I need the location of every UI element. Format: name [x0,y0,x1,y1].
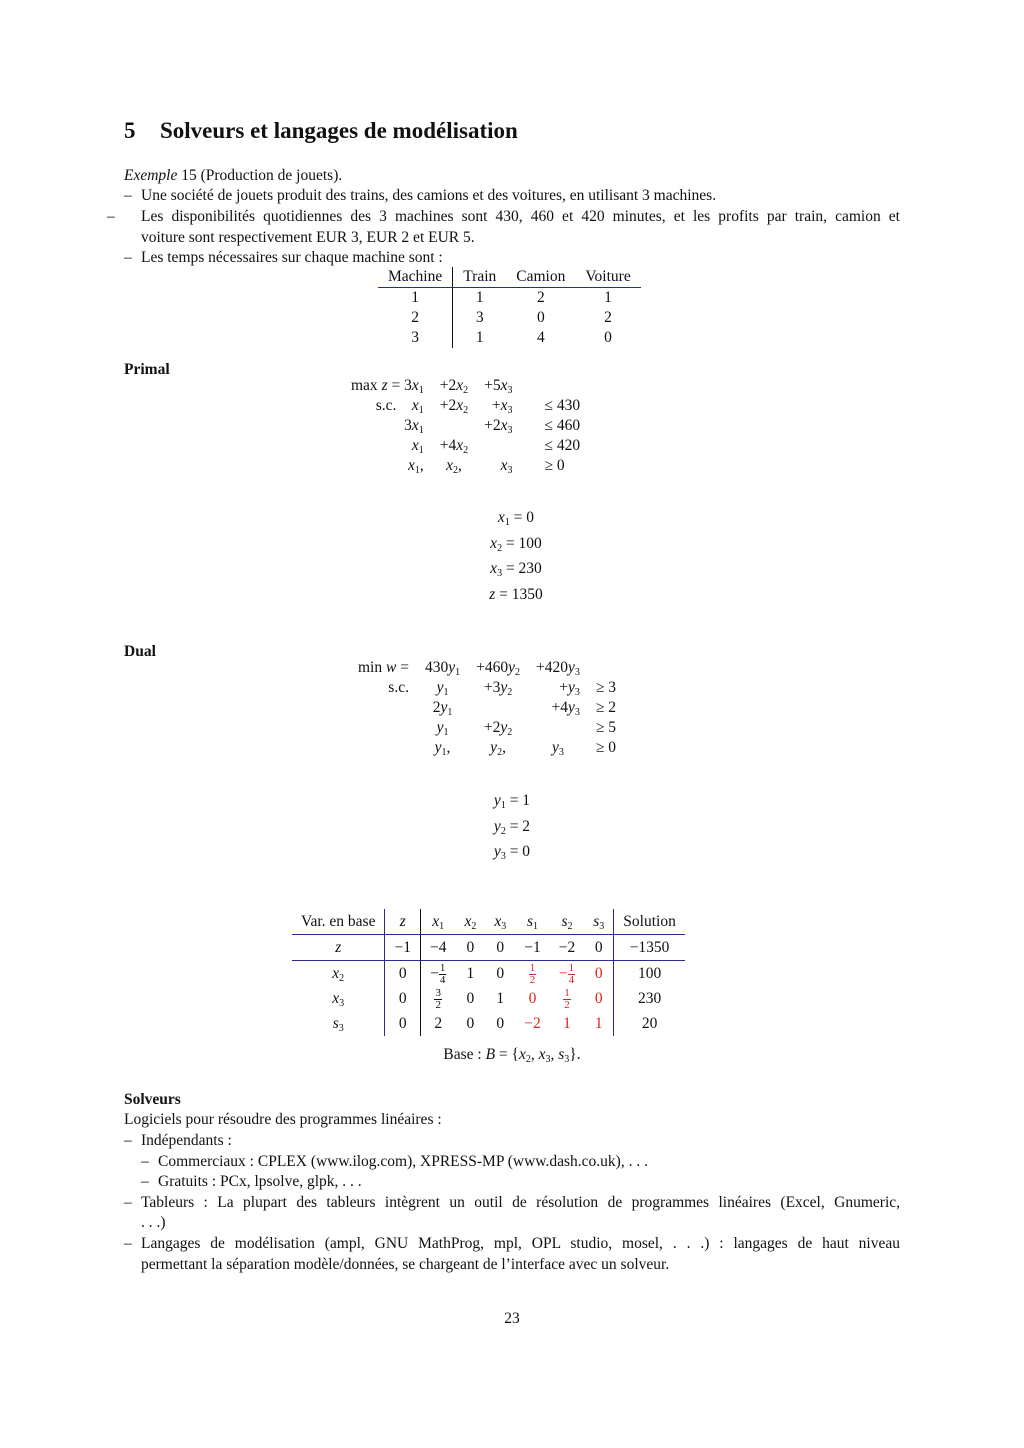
table-row: $x_3$ 0 $\frac{3}{2}$ 0 1 0 $\frac{1}{2}$ 0 230 [292,986,685,1011]
example-title: Exemple 15 (Production de jouets). [124,167,343,184]
solveurs-intro: Logiciels pour résoudre des programmes linéaires : [124,1111,442,1128]
table-row: 1 1 2 1 [378,288,641,309]
list-item-cont: . . .) [141,1214,166,1231]
simplex-tableau: Var. en base z $x_1$ $x_2$ $x_3$ $s_1$ $s_2$ $s_3$ Solution z −1 −4 0 0 −1 −2 0 −1350 $x_2$ 0 − $\frac{1}{4}$ 1 0 $\frac{1}{2}$ − $\frac{1}{4}$ 0 100 $x_3$ 0 $\frac{3}{2}$ 0 1 0 $\frac{1}{2}$ 0 230 $s_3$ 0 2 0 0 −2 1 1 20 [292,909,685,1036]
dual-solution: $y_1 = 1$ $y_2 = 2$ $y_3 = 0$ [493,792,531,862]
section-title [124,118,518,144]
section-number: 5 [124,118,136,143]
table-row: $s_3$ 0 2 0 0 −2 1 1 20 [292,1011,685,1036]
list-item: – Langages de modélisation (ampl, GNU MathProg, mpl, OPL studio, mosel, . . .) : langages de haut niveau [124,1235,900,1252]
list-item: – Gratuits : PCx, lpsolve, glpk, . . . [141,1173,362,1190]
primal-lp: $\max z = 3x_1$ $+2x_2$ $+5x_3$ s.c. $x_1$ $+2x_2$ $+x_3$ ≤ 430 $3x_1$ $+2x_3$ ≤ 460 $x_1$ $+4x_2$ ≤ 420 $x_1$, $x_2$, $x_3$ ≥ 0 [351,377,581,476]
table-row: $x_2$ 0 − $\frac{1}{4}$ 1 0 $\frac{1}{2}$ − $\frac{1}{4}$ 0 100 [292,961,685,987]
machine-table: Machine Train Camion Voiture 1 1 2 1 2 3 0 2 3 1 4 0 [378,267,641,348]
list-item: – Commerciaux : CPLEX (www.ilog.com), XPRESS-MP (www.dash.co.uk), . . . [141,1153,648,1170]
dual-heading: Dual [124,643,156,660]
base-line: Base : $B = \{x_2$, $x_3$, $s_3$}. [443,1046,581,1065]
list-item-cont: permettant la séparation modèle/données, se chargeant de l’interface avec un solveur. [141,1256,670,1273]
primal-solution: $x_1 = 0$ $x_2 = 100$ $x_3 = 230$ z = 1350 [489,509,543,603]
page-number: 23 [504,1310,520,1327]
list-item: – Indépendants : [124,1132,232,1149]
table-row: 2 3 0 2 [378,308,641,328]
example-bullet-1: – Une société de jouets produit des trains, des camions et des voitures, en utilisant 3 machines. [124,187,717,204]
primal-heading: Primal [124,361,170,378]
solveurs-heading: Solveurs [124,1091,181,1108]
example-bullet-2-cont: voiture sont respectivement EUR 3, EUR 2 et EUR 5. [141,229,475,246]
table-row: 3 1 4 0 [378,328,641,348]
example-bullet-3: – Les temps nécessaires sur chaque machine sont : [124,249,443,266]
list-item: – Tableurs : La plupart des tableurs intègrent un outil de résolution de programmes linéaires (Excel, Gnumeric, [124,1194,900,1211]
example-bullet-2: – Les disponibilités quotidiennes des 3 machines sont 430, 460 et 420 minutes, et les profits par train, camion et [107,208,900,225]
table-row: z −1 −4 0 0 −1 −2 0 −1350 [292,935,685,961]
dual-lp: min w = $430y_1$ $+460y_2$ $+420y_3$ s.c. $y_1$ $+3y_2$ $+y_3$ ≥ 3 $2y_1$ $+4y_3$ ≥ 2 $y_1$ $+2y_2$ ≥ 5 $y_1$, $y_2$, $y_3$ ≥ 0 [358,659,617,758]
section-title-text: Solveurs et langages de modélisation [160,118,518,143]
